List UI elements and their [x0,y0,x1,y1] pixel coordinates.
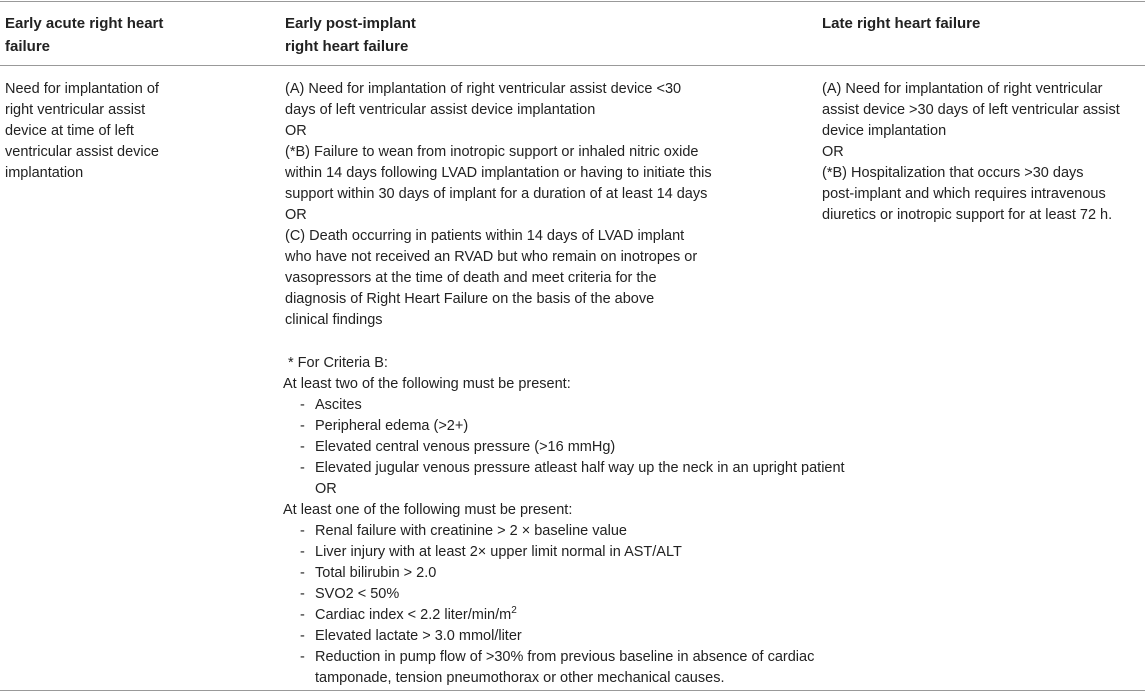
cell-line: OR [285,123,307,139]
list-item-text: Cardiac index < 2.2 liter/min/m [315,607,512,623]
list-item [285,563,1135,584]
list-item-text: Ascites [315,397,362,413]
dash-bullet: - [300,523,305,539]
criteria-group-intro: At least two of the following must be present: [283,376,571,392]
list-item-text: Elevated lactate > 3.0 mmol/liter [315,628,522,644]
cell-early-post-implant [285,79,805,331]
list-item-text: Total bilirubin > 2.0 [315,565,437,581]
list-item [285,416,1135,437]
list-item [285,521,1135,542]
cell-line: OR [285,207,307,223]
cell-line: clinical findings [285,312,383,328]
list-item-text: Liver injury with at least 2× upper limit normal in AST/ALT [315,544,682,560]
dash-bullet: - [300,607,305,623]
header-early-post-implant [285,12,805,58]
cell-line: vasopressors at the time of death and meet criteria for the [285,270,657,286]
cell-line: device implantation [822,123,947,139]
dash-bullet: - [300,649,305,665]
table-bottom-rule [0,690,1145,691]
cell-line: (A) Need for implantation of right ventricular assist device <30 [285,81,682,97]
header-line: Late right heart failure [822,15,981,32]
list-item [285,605,1135,626]
dash-bullet: - [300,418,305,434]
cell-line: implantation [5,165,84,181]
cell-line: (A) Need for implantation of right ventricular [822,81,1103,97]
list-item [285,437,1135,458]
criteria-title: * For Criteria B: [288,355,388,371]
cell-line: right ventricular assist [5,102,146,118]
cell-line: ventricular assist device [5,144,159,160]
header-line: Early acute right heart [5,15,164,32]
list-item [285,542,1135,563]
header-late [822,12,1142,35]
cell-line: device at time of left [5,123,134,139]
dash-bullet: - [300,628,305,644]
dash-bullet: - [300,439,305,455]
header-line: right heart failure [285,38,409,55]
list-item [285,395,1135,416]
list-item-text: Elevated central venous pressure (>16 mmHg) [315,439,616,455]
cell-line: post-implant and which requires intravenous [822,186,1106,202]
cell-line: (*B) Failure to wean from inotropic support or inhaled nitric oxide [285,144,699,160]
cell-line: diuretics or inotropic support for at least 72 h. [822,207,1113,223]
cell-line: support within 30 days of implant for a duration of at least 14 days [285,186,708,202]
list-item-text: Renal failure with creatinine > 2 × baseline value [315,523,627,539]
cell-line: assist device >30 days of left ventricular assist [822,102,1120,118]
list-item [285,584,1135,605]
cell-line: (*B) Hospitalization that occurs >30 days [822,165,1084,181]
list-item-continuation: tamponade, tension pneumothorax or other mechanical causes. [315,670,725,686]
cell-line: diagnosis of Right Heart Failure on the basis of the above [285,291,655,307]
header-early-acute [5,12,240,58]
cell-line: who have not received an RVAD but who remain on inotropes or [285,249,698,265]
list-item [285,458,1135,479]
list-item-text: Elevated jugular venous pressure atleast half way up the neck in an upright patient [315,460,845,476]
list-item [285,626,1135,647]
dash-bullet: - [300,565,305,581]
list-item-text: Reduction in pump flow of >30% from previous baseline in absence of cardiac [315,649,815,665]
header-line: Early post-implant [285,15,416,32]
header-rule [0,65,1145,66]
cell-late [822,79,1142,226]
dash-bullet: - [300,460,305,476]
criteria-group-intro: At least one of the following must be present: [283,502,573,518]
list-item-text: SVO2 < 50% [315,586,400,602]
criteria-b-section [285,353,1135,689]
cell-line: OR [822,144,844,160]
superscript: 2 [511,605,517,617]
cell-line: Need for implantation of [5,81,159,97]
cell-line: days of left ventricular assist device implantation [285,102,596,118]
header-line: failure [5,38,51,55]
dash-bullet: - [300,397,305,413]
dash-bullet: - [300,586,305,602]
list-item-text: Peripheral edema (>2+) [315,418,469,434]
cell-line: (C) Death occurring in patients within 14 days of LVAD implant [285,228,685,244]
cell-line: within 14 days following LVAD implantation or having to initiate this [285,165,712,181]
dash-bullet: - [300,544,305,560]
list-item [285,647,1135,668]
table-top-rule [0,1,1145,2]
cell-early-acute [5,79,240,184]
criteria-or: OR [315,481,337,497]
